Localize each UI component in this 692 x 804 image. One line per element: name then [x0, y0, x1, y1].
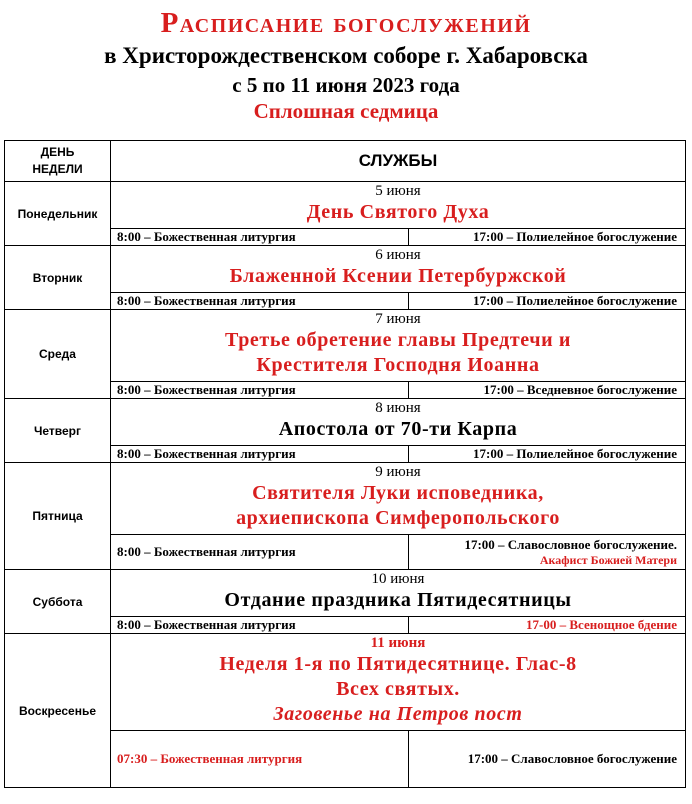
table-row — [5, 570, 686, 617]
page-title: Расписание богослужений — [160, 7, 532, 39]
header-day-cell — [5, 141, 111, 182]
feast-date: 8 июня — [375, 400, 421, 416]
feast-title-line2: архиепископа Симферопольского — [236, 507, 560, 529]
evening-service: 17:00 – Полиелейное богослужение — [473, 229, 677, 244]
morning-service: 07:30 – Божественная литургия — [111, 731, 409, 787]
feast-title: День Святого Духа — [306, 201, 490, 223]
feast-title-line1: Святителя Луки исповедника, — [252, 482, 544, 504]
table-row — [5, 246, 686, 293]
evening-service: 17:00 – Вседневное богослужение — [483, 382, 677, 397]
day-name: Среда — [5, 310, 111, 399]
evening-service: 17:00 – Полиелейное богослужение — [473, 446, 677, 461]
feast-title: Блаженной Ксении Петербуржской — [229, 265, 567, 287]
morning-service: 8:00 – Божественная литургия — [111, 382, 409, 398]
header-day-line2: НЕДЕЛИ — [32, 162, 83, 176]
day-name: Понедельник — [5, 182, 111, 246]
day-name: Четверг — [5, 399, 111, 463]
table-row — [5, 399, 686, 446]
feast-title-line2: Всех святых. — [336, 678, 460, 700]
evening-service: 17-00 – Всенощное бдение — [526, 617, 677, 632]
feast-date: 9 июня — [375, 464, 421, 480]
evening-service: 17:00 – Славословное богослужение — [467, 751, 677, 766]
feast-title-line1: Неделя 1-я по Пятидесятнице. Глас-8 — [219, 653, 577, 675]
feast-title: Апостола от 70-ти Карпа — [278, 418, 518, 440]
header-services-cell: СЛУЖБЫ — [111, 141, 686, 182]
feast-date: 6 июня — [375, 247, 421, 263]
day-name: Вторник — [5, 246, 111, 310]
feast-date: 5 июня — [375, 183, 421, 199]
table-row — [5, 634, 686, 731]
page-subtitle: в Христорождественском соборе г. Хабаровска — [104, 43, 588, 68]
feast-cell — [111, 310, 686, 382]
feast-cell — [111, 570, 686, 617]
morning-service: 8:00 – Божественная литургия — [111, 535, 409, 569]
morning-service: 8:00 – Божественная литургия — [111, 617, 409, 633]
feast-cell — [111, 634, 686, 731]
morning-service: 8:00 – Божественная литургия — [111, 293, 409, 309]
feast-date: 7 июня — [375, 311, 421, 327]
feast-cell — [111, 463, 686, 535]
feast-date: 11 июня — [370, 635, 426, 651]
table-row — [5, 182, 686, 229]
feast-title-line1: Третье обретение главы Предтечи и — [225, 329, 571, 351]
table-header-row — [5, 141, 686, 182]
day-name: Воскресенье — [5, 634, 111, 788]
feast-cell — [111, 246, 686, 293]
week-name: Сплошная седмица — [253, 99, 439, 123]
morning-service: 8:00 – Божественная литургия — [111, 229, 409, 245]
day-name: Суббота — [5, 570, 111, 634]
feast-cell — [111, 182, 686, 229]
evening-service: 17:00 – Полиелейное богослужение — [473, 293, 677, 308]
header-day-line1: ДЕНЬ — [40, 145, 75, 159]
feast-title-line2: Крестителя Господня Иоанна — [256, 354, 540, 376]
day-name: Пятница — [5, 463, 111, 570]
morning-service: 8:00 – Божественная литургия — [111, 446, 409, 462]
feast-note: Заговенье на Петров пост — [273, 703, 523, 725]
feast-title: Отдание праздника Пятидесятницы — [224, 589, 572, 611]
evening-service: 17:00 – Славословное богослужение. — [464, 536, 677, 552]
feast-cell — [111, 399, 686, 446]
date-range: с 5 по 11 июня 2023 года — [232, 73, 460, 97]
evening-extra-service: Акафист Божией Матери — [539, 552, 677, 567]
table-row — [5, 463, 686, 535]
table-row — [5, 310, 686, 382]
schedule-table — [4, 140, 686, 788]
schedule-header — [0, 4, 692, 124]
feast-date: 10 июня — [371, 571, 425, 587]
